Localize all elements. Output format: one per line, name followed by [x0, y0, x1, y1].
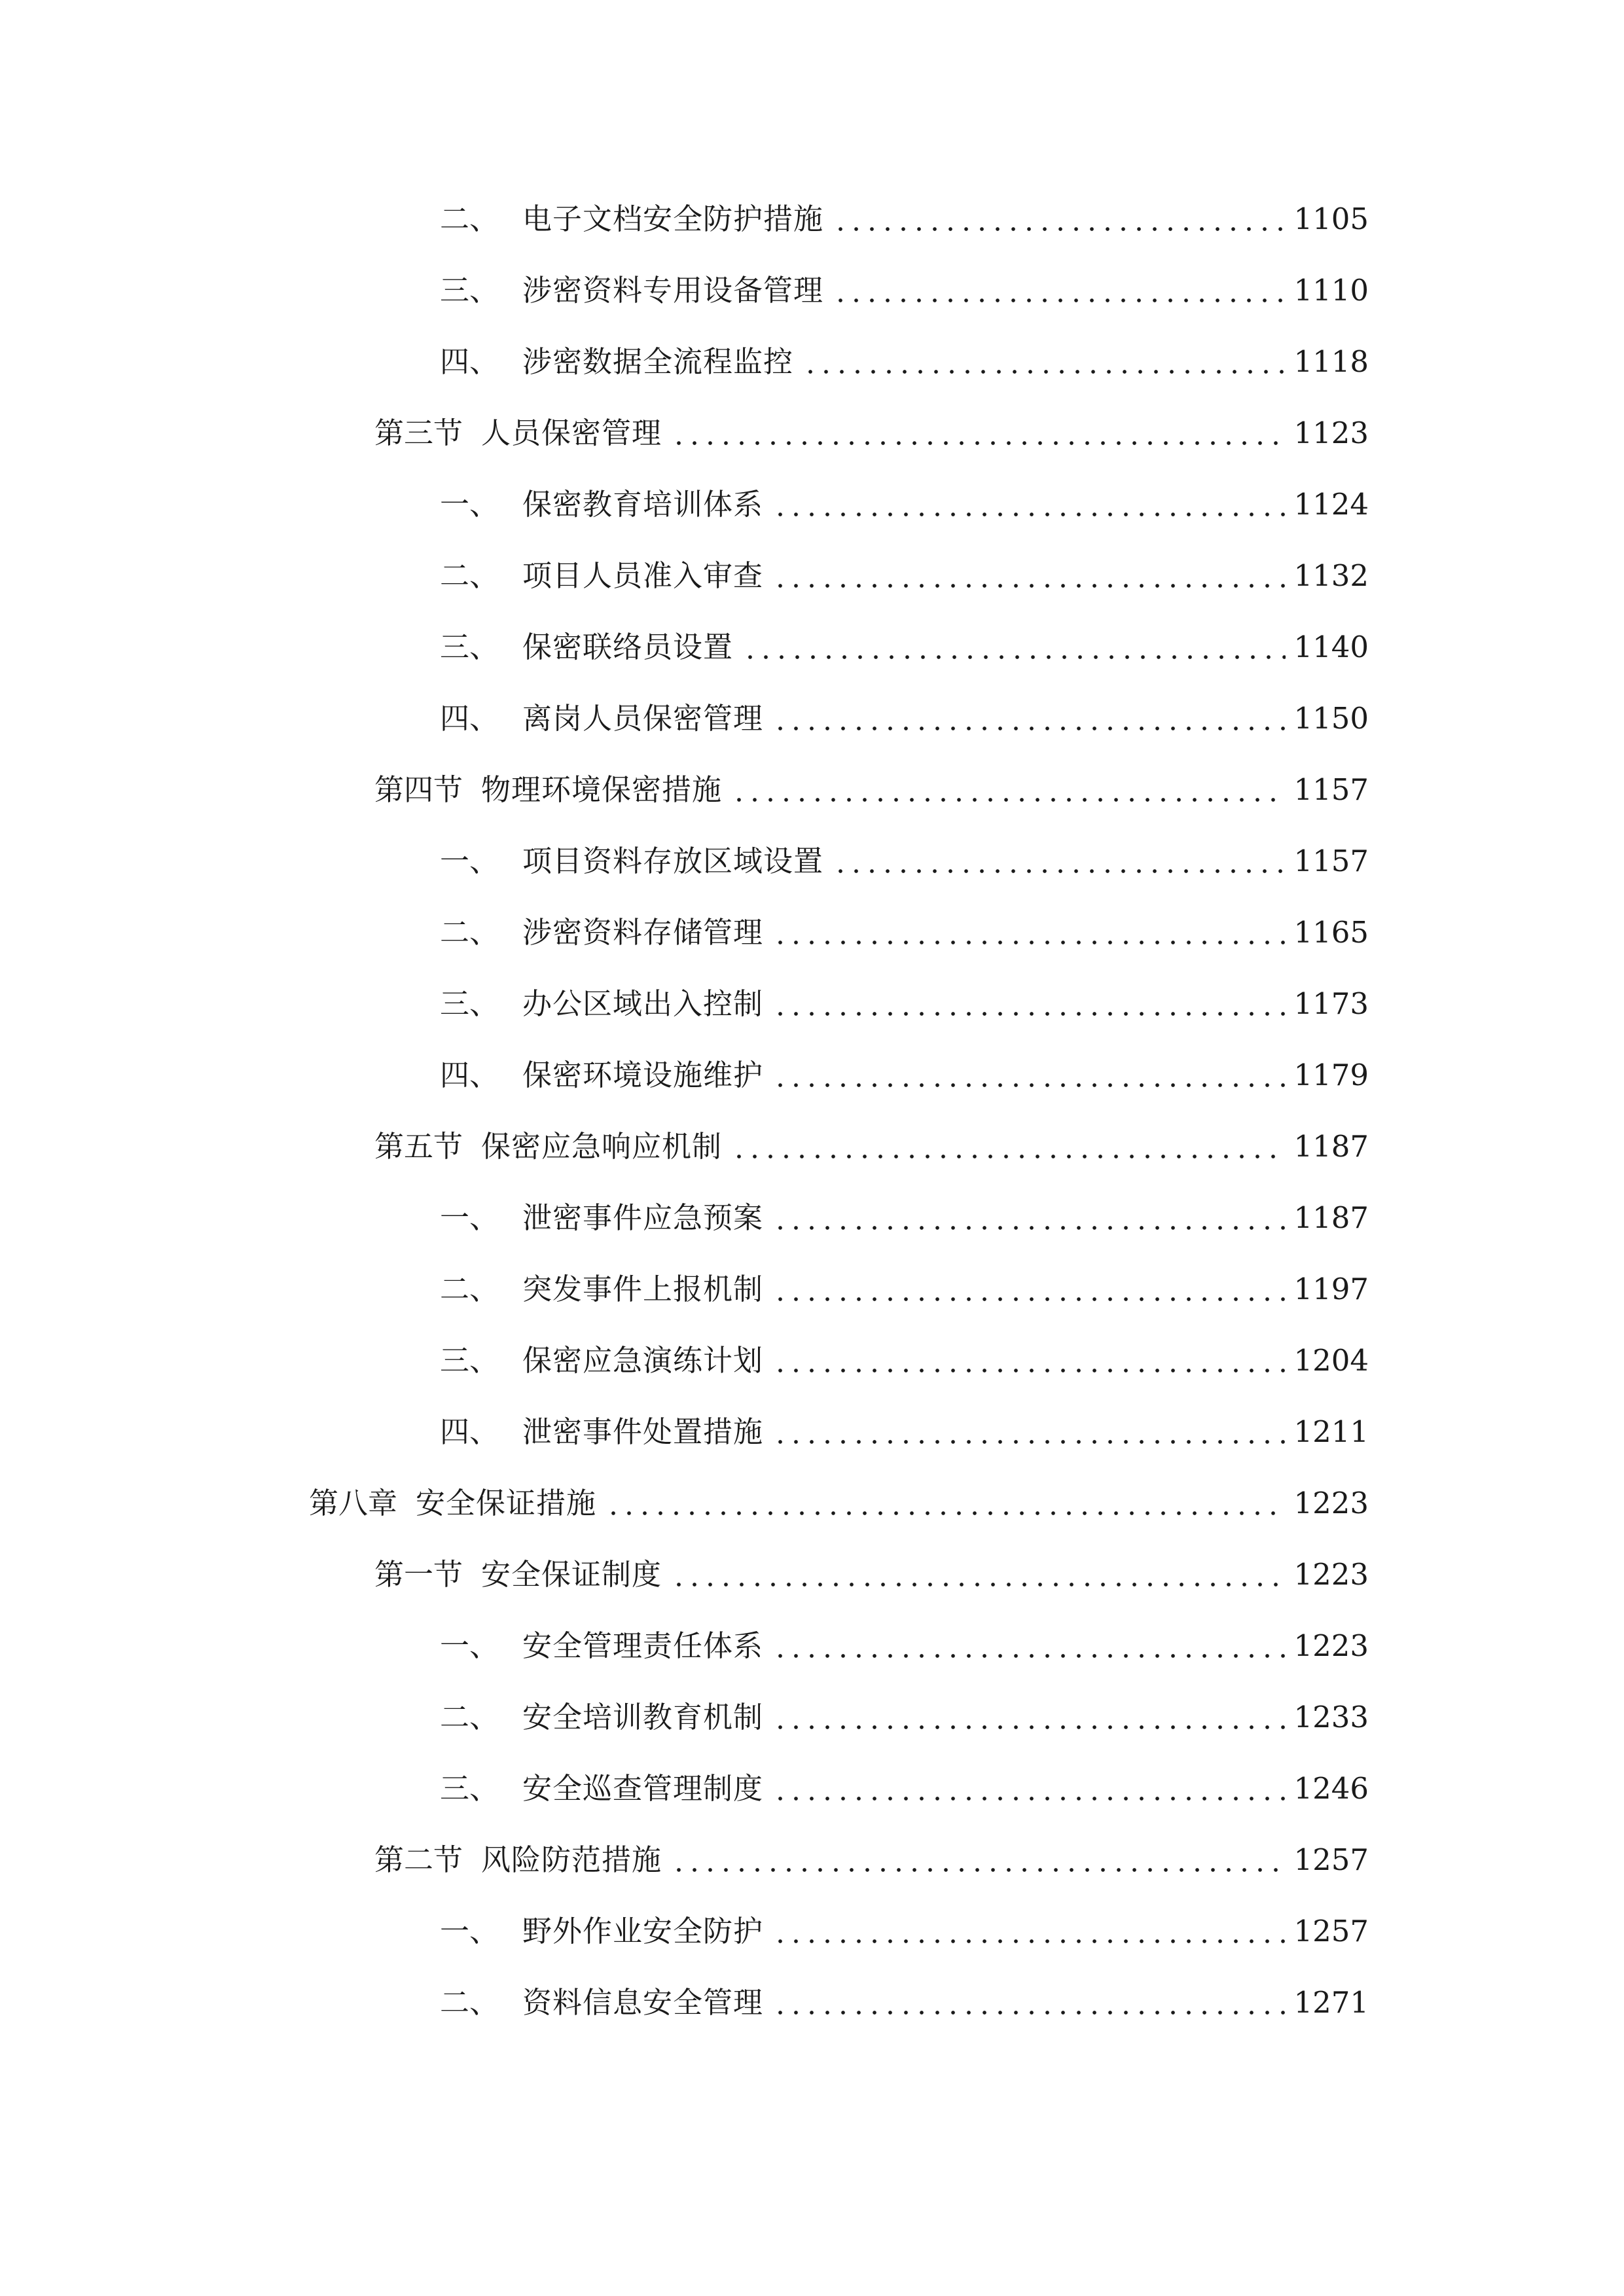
toc-entry-page: 1223 [1293, 1557, 1369, 1592]
toc-entry[interactable] [440, 1909, 1369, 1954]
dot-leader [772, 1409, 1286, 1455]
toc-entry-page: 1257 [1293, 1842, 1369, 1877]
toc-entry-page: 1179 [1293, 1058, 1369, 1092]
dot-leader [671, 410, 1286, 456]
toc-entry-title: 风险防范措施 [481, 1842, 662, 1877]
toc-entry-number: 四、 [440, 701, 499, 736]
toc-entry-number: 四、 [440, 1058, 499, 1092]
toc-entry[interactable] [440, 482, 1369, 528]
toc-entry-page: 1257 [1293, 1914, 1369, 1948]
dot-leader [772, 1695, 1286, 1740]
toc-entry-number: 一、 [440, 487, 499, 522]
toc-entry-number: 三、 [440, 273, 499, 308]
toc-entry-page: 1157 [1293, 844, 1369, 878]
toc-entry-page: 1110 [1293, 273, 1369, 308]
toc-entry[interactable] [374, 767, 1369, 813]
dot-leader [772, 1266, 1286, 1312]
toc-entry-page: 1132 [1293, 558, 1369, 593]
toc-entry-number: 第八章 [309, 1486, 398, 1520]
toc-entry-title: 突发事件上报机制 [522, 1272, 764, 1306]
toc-entry-title: 安全保证措施 [416, 1486, 597, 1520]
toc-entry-title: 电子文档安全防护措施 [522, 202, 824, 236]
toc-entry-title: 涉密资料存储管理 [522, 915, 764, 950]
dot-leader [833, 838, 1286, 884]
dot-leader [671, 1552, 1286, 1598]
toc-entry-page: 1211 [1293, 1414, 1369, 1449]
toc-entry[interactable] [440, 1195, 1369, 1241]
toc-entry-title: 保密教育培训体系 [522, 487, 764, 522]
toc-entry-title: 保密应急响应机制 [481, 1129, 723, 1164]
toc-entry-page: 1105 [1293, 202, 1369, 236]
dot-leader [772, 482, 1286, 528]
toc-entry-page: 1150 [1293, 701, 1369, 736]
toc-entry-number: 第三节 [374, 416, 463, 450]
toc-entry-number: 三、 [440, 1343, 499, 1378]
toc-entry-page: 1223 [1293, 1486, 1369, 1520]
dot-leader [772, 1909, 1286, 1954]
toc-entry[interactable] [440, 1052, 1369, 1098]
toc-entry[interactable] [374, 1552, 1369, 1598]
toc-entry-number: 第四节 [374, 772, 463, 807]
toc-entry[interactable] [440, 1266, 1369, 1312]
toc-entry-number: 三、 [440, 1771, 499, 1806]
toc-entry[interactable] [440, 1409, 1369, 1455]
toc-entry-title: 物理环境保密措施 [481, 772, 723, 807]
dot-leader [772, 1052, 1286, 1098]
dot-leader [772, 1338, 1286, 1384]
dot-leader [772, 1980, 1286, 2026]
toc-entry-page: 1204 [1293, 1343, 1369, 1378]
toc-entry-page: 1124 [1293, 487, 1369, 522]
toc-entry[interactable] [440, 981, 1369, 1027]
dot-leader [772, 1766, 1286, 1812]
toc-entry-page: 1140 [1293, 630, 1369, 664]
toc-entry[interactable] [440, 910, 1369, 956]
toc-entry-number: 第一节 [374, 1557, 463, 1592]
toc-entry-page: 1197 [1293, 1272, 1369, 1306]
toc-entry-page: 1187 [1293, 1129, 1369, 1164]
toc-entry-number: 第二节 [374, 1842, 463, 1877]
toc-entry[interactable] [374, 410, 1369, 456]
toc-entry-title: 泄密事件应急预案 [522, 1200, 764, 1235]
toc-entry-title: 保密环境设施维护 [522, 1058, 764, 1092]
toc-entry[interactable] [440, 553, 1369, 599]
toc-entry-number: 二、 [440, 1985, 499, 2020]
toc-entry-number: 一、 [440, 844, 499, 878]
toc-entry[interactable] [440, 1766, 1369, 1812]
toc-entry-page: 1118 [1293, 344, 1369, 379]
dot-leader [833, 196, 1286, 242]
dot-leader [772, 1195, 1286, 1241]
toc-entry-number: 三、 [440, 630, 499, 664]
toc-entry-page: 1223 [1293, 1628, 1369, 1663]
toc-entry-title: 保密联络员设置 [522, 630, 734, 664]
toc-entry-number: 四、 [440, 1414, 499, 1449]
toc-entry-number: 二、 [440, 202, 499, 236]
dot-leader [772, 696, 1286, 742]
toc-entry-page: 1271 [1293, 1985, 1369, 2020]
toc-entry-page: 1123 [1293, 416, 1369, 450]
toc-entry-title: 离岗人员保密管理 [522, 701, 764, 736]
dot-leader [671, 1837, 1286, 1883]
toc-entry[interactable] [440, 1623, 1369, 1669]
dot-leader [803, 339, 1286, 385]
toc-entry-page: 1165 [1293, 915, 1369, 950]
toc-entry-number: 三、 [440, 986, 499, 1021]
toc-entry[interactable] [440, 1338, 1369, 1384]
toc-entry-title: 办公区域出入控制 [522, 986, 764, 1021]
toc-entry-title: 项目资料存放区域设置 [522, 844, 824, 878]
toc-entry[interactable] [440, 339, 1369, 385]
toc-entry-title: 野外作业安全防护 [522, 1914, 764, 1948]
toc-entry-page: 1187 [1293, 1200, 1369, 1235]
toc-entry[interactable] [309, 1480, 1369, 1526]
toc-entry-title: 资料信息安全管理 [522, 1985, 764, 2020]
toc-entry[interactable] [440, 268, 1369, 314]
toc-entry-title: 安全培训教育机制 [522, 1700, 764, 1734]
dot-leader [772, 981, 1286, 1027]
toc-entry-number: 一、 [440, 1200, 499, 1235]
toc-entry-title: 安全管理责任体系 [522, 1628, 764, 1663]
toc-entry-page: 1173 [1293, 986, 1369, 1021]
toc-entry-title: 项目人员准入审查 [522, 558, 764, 593]
toc-entry[interactable] [440, 196, 1369, 242]
dot-leader [731, 1124, 1286, 1170]
toc-entry-number: 第五节 [374, 1129, 463, 1164]
toc-entry-title: 安全保证制度 [481, 1557, 662, 1592]
dot-leader [605, 1480, 1286, 1526]
toc-entry-number: 二、 [440, 1272, 499, 1306]
toc-entry[interactable] [440, 1695, 1369, 1740]
dot-leader [772, 553, 1286, 599]
toc-entry[interactable] [440, 1980, 1369, 2026]
toc-entry-number: 二、 [440, 1700, 499, 1734]
toc-entry-number: 一、 [440, 1914, 499, 1948]
toc-entry-page: 1157 [1293, 772, 1369, 807]
toc-entry-number: 一、 [440, 1628, 499, 1663]
toc-entry-title: 保密应急演练计划 [522, 1343, 764, 1378]
dot-leader [772, 910, 1286, 956]
toc-entry-title: 人员保密管理 [481, 416, 662, 450]
dot-leader [731, 767, 1286, 813]
toc-entry-title: 涉密数据全流程监控 [522, 344, 794, 379]
toc-entry-title: 安全巡查管理制度 [522, 1771, 764, 1806]
toc-entry-title: 泄密事件处置措施 [522, 1414, 764, 1449]
toc-entry-number: 四、 [440, 344, 499, 379]
toc-entry-number: 二、 [440, 558, 499, 593]
toc-entry-number: 二、 [440, 915, 499, 950]
toc-entry[interactable] [440, 838, 1369, 884]
toc-entry[interactable] [374, 1124, 1369, 1170]
toc-entry[interactable] [374, 1837, 1369, 1883]
toc-entry[interactable] [440, 624, 1369, 670]
dot-leader [742, 624, 1286, 670]
dot-leader [772, 1623, 1286, 1669]
toc-entry-title: 涉密资料专用设备管理 [522, 273, 824, 308]
toc-entry[interactable] [440, 696, 1369, 742]
toc-entry-page: 1246 [1293, 1771, 1369, 1806]
dot-leader [833, 268, 1286, 314]
toc-entry-page: 1233 [1293, 1700, 1369, 1734]
